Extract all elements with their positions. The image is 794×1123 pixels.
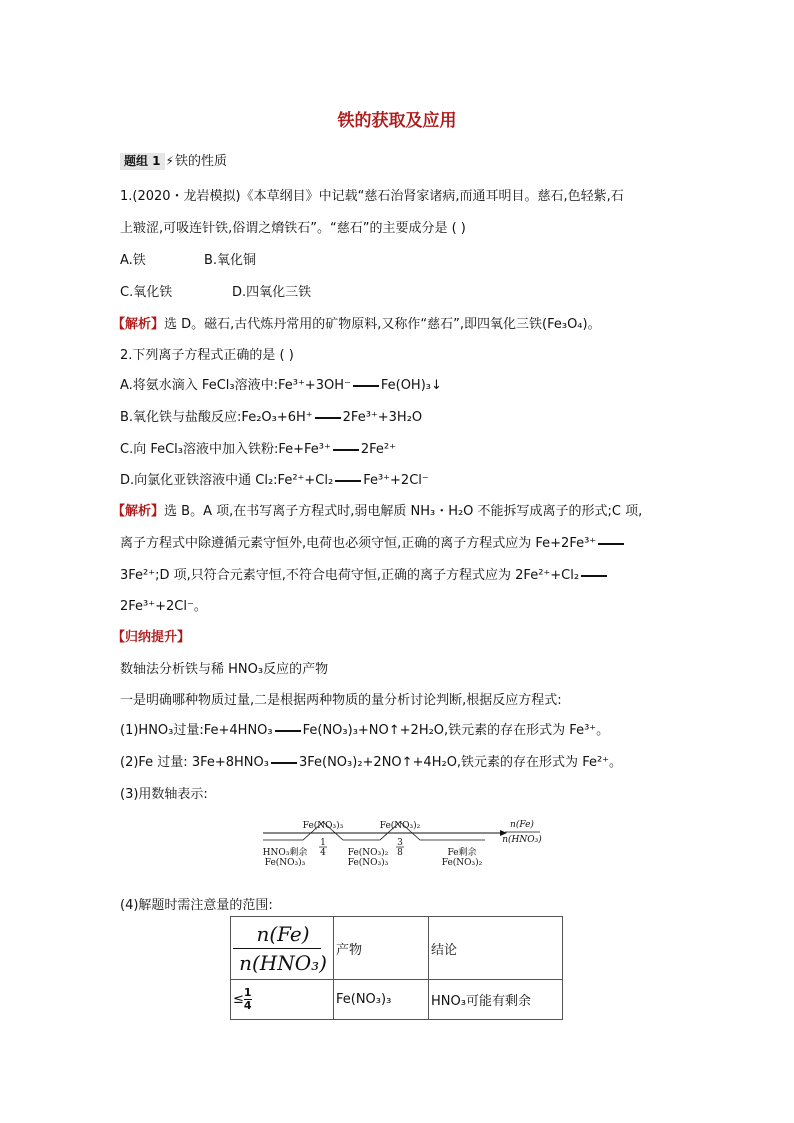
q2-a-left: A.将氨水滴入 FeCl₃溶液中:Fe³⁺+3OH⁻ [120,378,351,393]
q2-a-right: Fe(OH)₃↓ [380,378,442,393]
axis-bottom-left1: HNO₃剩余 [262,848,308,858]
q2-b-right: 2Fe³⁺+3H₂O [342,410,423,425]
axis-frac2-num: 3 [397,838,403,848]
p2-right: 3Fe(NO₃)₂+2NO↑+4H₂O,铁元素的存在形式为 Fe²⁺。 [298,755,623,770]
q1-option-c: C.氧化铁 [120,285,173,300]
ratio-fraction [233,922,333,975]
summary-point4: (4)解题时需注意量的范围: [120,898,273,913]
q1-option-b: B.氧化铜 [204,253,257,268]
q2-analysis-line1 [112,500,642,519]
q2-c-right: 2Fe²⁺ [360,442,396,457]
equation-arrow [315,417,341,419]
q2-analysis-text1: 选 B。A 项,在书写离子方程式时,弱电解质 NH₃・H₂O 不能拆写成离子的形式;C 项, [164,504,643,519]
leq-symbol: ≤ [233,992,244,1007]
q1-line2: 上皲涩,可吸连针铁,俗谓之熁铁石”。“慈石”的主要成分是 ( ) [120,221,466,236]
axis-region-line [263,822,485,840]
axis-bottom-right1: Fe剩余 [447,848,477,858]
q2-analysis-text2: 离子方程式中除遵循元素守恒外,电荷也必须守恒,正确的离子方程式应为 Fe+2Fe³⁺ [120,536,597,551]
table-row [231,980,563,1020]
q1-analysis-label: 【解析】 [112,317,165,332]
summary-point3: (3)用数轴表示: [120,787,208,802]
p2-left: (2)Fe 过量: 3Fe+8HNO₃ [120,755,269,770]
q1-option-a: A.铁 [120,253,146,268]
quarter-fraction [244,987,252,1012]
axis-frac2-den: 8 [397,848,403,858]
summary-point2 [120,751,622,770]
q2-analysis-line2 [120,532,626,551]
group-heading [120,150,227,170]
q2-analysis-label: 【解析】 [112,504,165,519]
equation-arrow [335,480,361,482]
lightning-icon: ⚡ [165,154,174,168]
q2-b-left: B.氧化铁与盐酸反应:Fe₂O₃+6H⁺ [120,410,313,425]
range-table [230,916,563,1020]
q2-d-right: Fe³⁺+2Cl⁻ [363,473,429,488]
q2-analysis-line4: 2Fe³⁺+2Cl⁻。 [120,599,207,614]
axis-top-left: Fe(NO₃)₃ [302,821,344,831]
table-header-product: 产物 [334,917,429,980]
q2-stem: 2.下列离子方程式正确的是 ( ) [120,348,294,363]
table-header-row [231,917,563,980]
q1-analysis-text: 选 D。磁石,古代炼丹常用的矿物原料,又称作“慈石”,即四氧化三铁(Fe₃O₄)。 [164,317,601,332]
axis-bottom-mid2: Fe(NO₃)₃ [347,858,389,868]
table-cell-ratio [231,980,334,1020]
equation-arrow [581,575,607,577]
equation-arrow [598,543,624,545]
summary-point1 [120,719,609,738]
table-header-conclusion: 结论 [429,917,563,980]
axis-top-mid: Fe(NO₃)₂ [379,821,421,831]
fraction-bar [233,948,321,949]
summary-label: 【归纳提升】 [112,630,191,645]
p1-left: (1)HNO₃过量:Fe+4HNO₃ [120,723,273,738]
q2-option-d [120,469,429,488]
equation-arrow [333,449,359,451]
axis-ratio-den: n(HNO₃) [502,835,542,845]
q2-option-c [120,438,396,457]
q2-analysis-text3: 3Fe²⁺;D 项,只符合元素守恒,不符合电荷守恒,正确的离子方程式应为 2Fe²⁺+Cl₂ [120,568,580,583]
axis-bottom-right2: Fe(NO₃)₂ [441,858,483,868]
q1-option-d: D.四氧化三铁 [232,285,312,300]
quarter-den: 4 [243,999,252,1012]
q2-c-left: C.向 FeCl₃溶液中加入铁粉:Fe+Fe³⁺ [120,442,331,457]
number-axis-diagram [255,812,555,872]
table-header-ratio [231,917,334,980]
summary-intro: 一是明确哪种物质过量,二是根据两种物质的量分析讨论判断,根据反应方程式: [120,693,562,708]
p1-right: Fe(NO₃)₃+NO↑+2H₂O,铁元素的存在形式为 Fe³⁺。 [302,723,610,738]
equation-arrow [271,762,297,764]
axis-frac1-num: 1 [320,838,326,848]
axis-bottom-left2: Fe(NO₃)₃ [264,858,306,868]
quarter-num: 1 [243,986,252,999]
ratio-denominator: n(HNO₃) [239,950,327,975]
equation-arrow [275,730,301,732]
table-cell-product: Fe(NO₃)₃ [334,980,429,1020]
summary-heading: 数轴法分析铁与稀 HNO₃反应的产物 [120,662,329,677]
equation-arrow [353,385,379,387]
q1-line1: 1.(2020・龙岩模拟)《本草纲目》中记载“慈石治肾家诸病,而通耳明目。慈石,色轻紫,石 [120,189,624,204]
group-name: 铁的性质 [174,154,227,169]
ratio-numerator: n(Fe) [256,921,310,946]
q1-analysis [112,313,601,332]
q2-analysis-line3 [120,564,609,583]
page-title: 铁的获取及应用 [337,111,457,131]
q2-option-a [120,374,442,393]
axis-bottom-mid1: Fe(NO₃)₂ [347,848,389,858]
axis-ratio-num: n(Fe) [510,820,534,830]
axis-frac1-den: 4 [320,848,326,858]
table-cell-conclusion: HNO₃可能有剩余 [429,980,563,1020]
q2-option-b [120,406,422,425]
q2-d-left: D.向氯化亚铁溶液中通 Cl₂:Fe²⁺+Cl₂ [120,473,334,488]
group-tag: 题组 1 [120,153,165,170]
